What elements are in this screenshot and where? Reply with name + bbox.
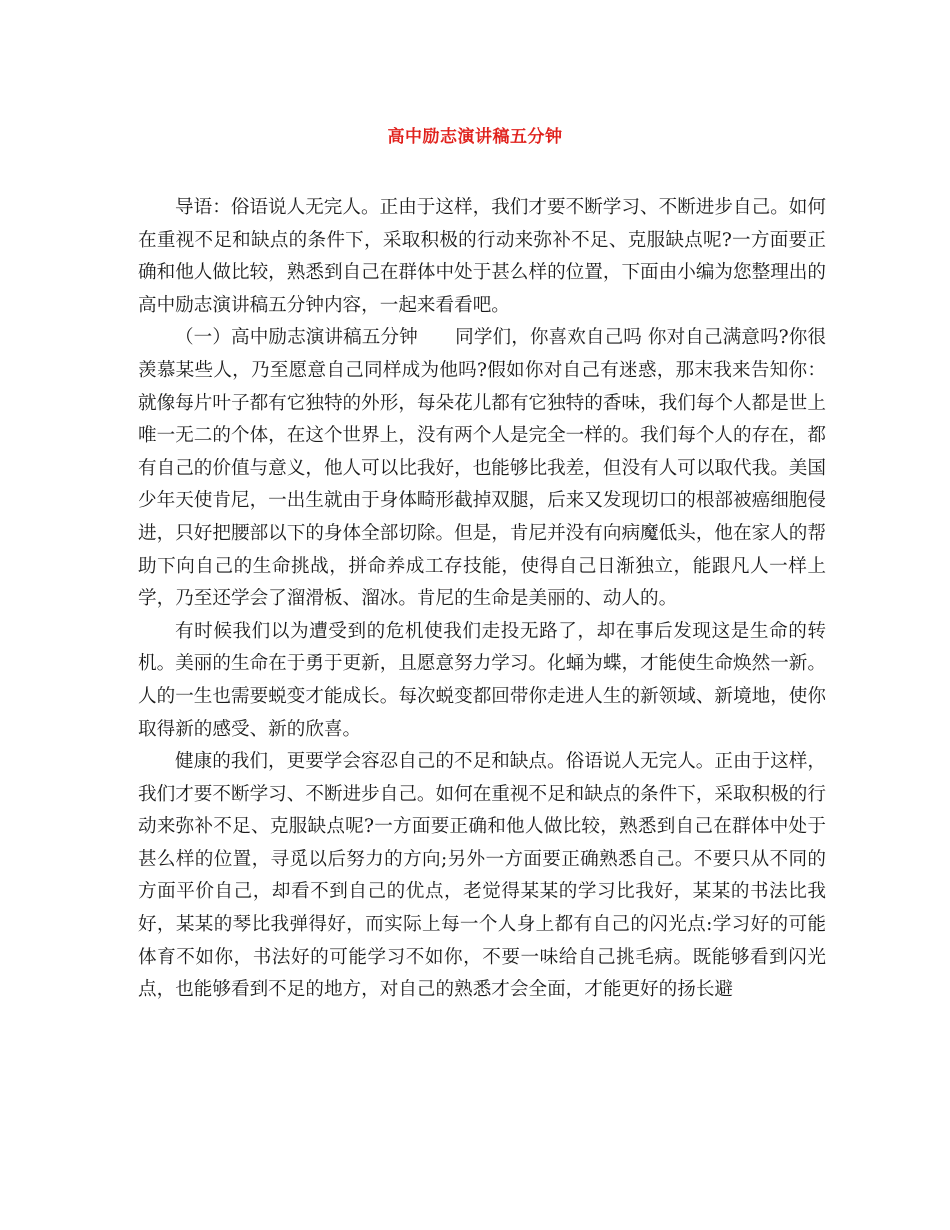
- document-body: [138, 192, 826, 1007]
- paragraph-section-one: （一）高中励志演讲稿五分钟 同学们，你喜欢自己吗 你对自己满意吗?你很羡慕某些人，乃至愿意自己同样成为他吗?假如你对自己有迷惑，那末我来告知你：就像每片叶子都有它独特的外形，每朵花儿都有它独特的香味，我们每个人都是世上唯一无二的个体，在这个世界上，没有两个人是完全一样的。我们每个人的存在，都有自己的价值与意义，他人可以比我好，也能够比我差，但没有人可以取代我。美国少年天使肯尼，一出生就由于身体畸形截掉双腿，后来又发现切口的根部被癌细胞侵进，只好把腰部以下的身体全部切除。但是，肯尼并没有向病魔低头，他在家人的帮助下向自己的生命挑战，拼命养成工存技能，使得自己日渐独立，能跟凡人一样上学，乃至还学会了溜滑板、溜冰。肯尼的生命是美丽的、动人的。: [138, 327, 826, 610]
- paragraph-intro: 导语：俗语说人无完人。正由于这样，我们才要不断学习、不断进步自己。如何在重视不足和缺点的条件下，采取积极的行动来弥补不足、克服缺点呢?一方面要正确和他人做比较，熟悉到自己在群体中处于甚么样的位置，下面由小编为您整理出的高中励志演讲稿五分钟内容，一起来看看吧。: [138, 197, 826, 316]
- document-title: 高中励志演讲稿五分钟: [387, 127, 563, 147]
- paragraph-tolerance: 健康的我们，更要学会容忍自己的不足和缺点。俗语说人无完人。正由于这样，我们才要不断学习、不断进步自己。如何在重视不足和缺点的条件下，采取积极的行动来弥补不足、克服缺点呢?一方面要正确和他人做比较，熟悉到自己在群体中处于甚么样的位置，寻觅以后努力的方向;另外一方面要正确熟悉自己。不要只从不同的方面平价自己，却看不到自己的优点，老觉得某某的学习比我好，某某的书法比我好，某某的琴比我弹得好，而实际上每一个人身上都有自己的闪光点:学习好的可能体育不如你，书法好的可能学习不如你，不要一味给自己挑毛病。既能够看到闪光点，也能够看到不足的地方，对自己的熟悉才会全面，才能更好的扬长避: [138, 751, 826, 1001]
- paragraph-crisis: 有时候我们以为遭受到的危机使我们走投无路了，却在事后发现这是生命的转机。美丽的生命在于勇于更新，且愿意努力学习。化蛹为蝶，才能使生命焕然一新。人的一生也需要蜕变才能成长。每次蜕变都回带你走进人生的新领域、新境地，使你取得新的感受、新的欣喜。: [138, 620, 826, 740]
